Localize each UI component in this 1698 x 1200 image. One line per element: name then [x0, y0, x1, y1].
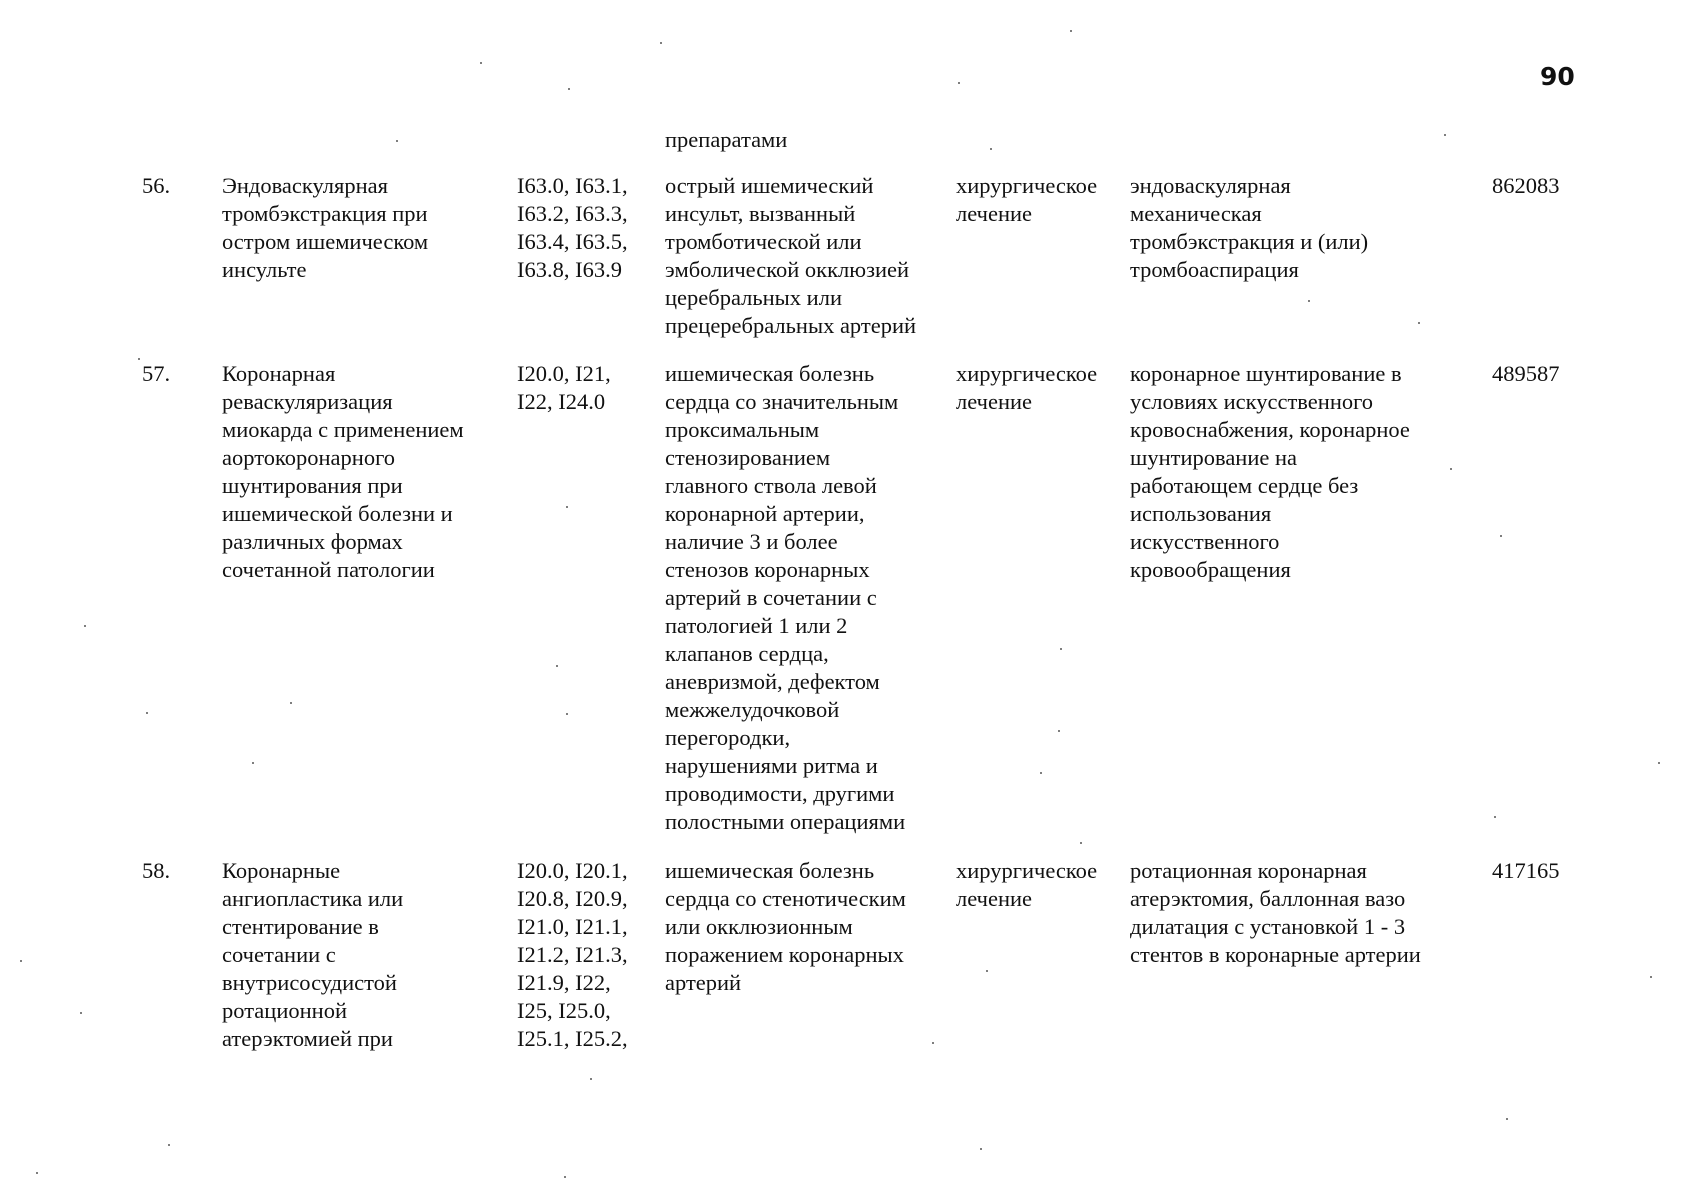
treatment-method: ротационная коронарная атерэктомия, баллонная вазо дилатация с установкой 1 - 3 стентов в коронарные артерии — [1130, 858, 1421, 967]
row-number: 56. — [142, 173, 171, 198]
cost-norm: 862083 — [1492, 173, 1560, 198]
treatment-method: коронарное шунтирование в условиях искусственного кровоснабжения, коронарное шунтирование на работающем сердце без использования искусственного кровообращения — [1130, 361, 1410, 582]
treatment-type: хирургическое лечение — [956, 173, 1098, 226]
care-type-name: Эндоваскулярная тромбэкстракция при остром ишемическом инсульте — [222, 173, 429, 282]
patient-model: ишемическая болезнь сердца со значительным проксимальным стенозированием главного ствола левой коронарной артерии, наличие 3 и более стенозов коронарных артерий в сочетании с патологией 1 или 2 клапанов сердца, аневризмой, дефектом межжелудочковой перегородки, нарушениями ритма и проводимости, другими полостными операциями — [665, 361, 906, 834]
care-type-name: Коронарные ангиопластика или стентирование в сочетании с внутрисосудистой ротационной атерэктомией при — [222, 858, 404, 1051]
treatment-type: хирургическое лечение — [956, 361, 1098, 414]
icd-codes: I20.0, I21, I22, I24.0 — [517, 361, 611, 414]
icd-codes: I20.0, I20.1, I20.8, I20.9, I21.0, I21.1, I21.2, I21.3, I21.9, I22, I25, I25.0, I25.1, I25.2, — [517, 858, 628, 1051]
patient-model: острый ишемический инсульт, вызванный тромботической или эмболической окклюзией церебральных или прецеребральных артерий — [665, 173, 917, 338]
patient-model: ишемическая болезнь сердца со стенотическим или окклюзионным поражением коронарных артерий — [665, 858, 906, 995]
page-number: 90 — [1540, 62, 1575, 91]
row-number: 57. — [142, 361, 171, 386]
icd-codes: I63.0, I63.1, I63.2, I63.3, I63.4, I63.5, I63.8, I63.9 — [517, 173, 628, 282]
continued-text: препаратами — [665, 127, 788, 152]
cost-norm: 417165 — [1492, 858, 1560, 883]
care-type-name: Коронарная реваскуляризация миокарда с применением аортокоронарного шунтирования при ишемической болезни и различных формах сочетанной патологии — [222, 361, 464, 582]
treatment-method: эндоваскулярная механическая тромбэкстракция и (или) тромбоаспирация — [1130, 173, 1369, 282]
treatment-type: хирургическое лечение — [956, 858, 1098, 911]
row-number: 58. — [142, 858, 171, 883]
cost-norm: 489587 — [1492, 361, 1560, 386]
